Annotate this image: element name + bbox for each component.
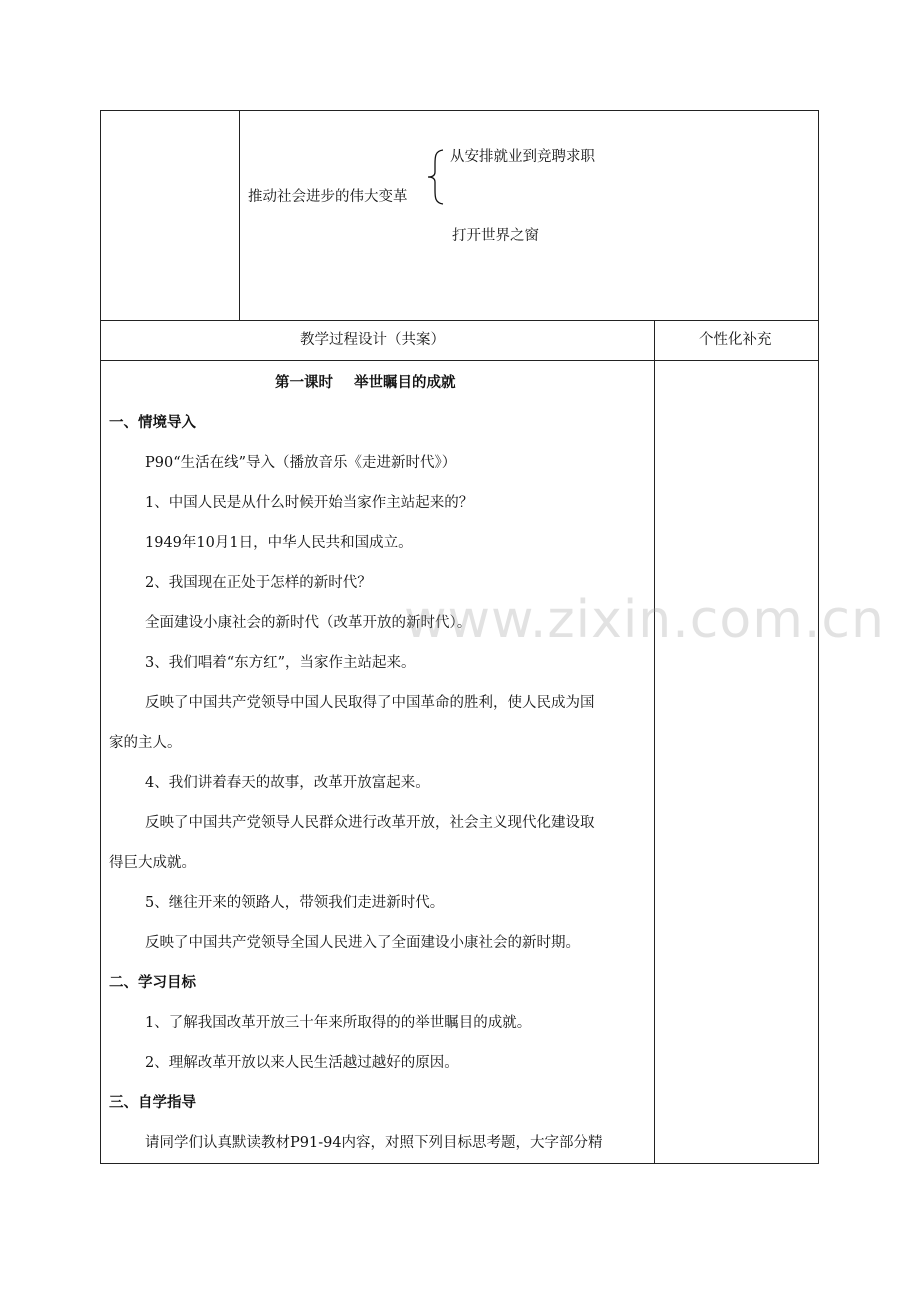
row-divider-2 [100,360,819,361]
side-column-header: 个性化补充 [699,332,772,348]
question-3: 3、我们唱着“东方红”，当家作主站起来。 [145,655,416,671]
section-heading-2: 二、学习目标 [109,975,196,991]
curly-brace-icon [425,148,447,206]
question-5: 5、继往开来的领路人，带领我们走进新时代。 [145,895,445,911]
row-divider-1 [100,320,819,321]
section-heading-3: 三、自学指导 [109,1095,196,1111]
main-column-header: 教学过程设计（共案） [300,332,445,348]
lesson-title: 第一课时 举世瞩目的成就 [275,375,456,391]
goal-1: 1、了解我国改革开放三十年来所取得的的举世瞩目的成就。 [145,1015,532,1031]
question-2: 2、我国现在正处于怎样的新时代？ [145,575,372,591]
answer-4-line-2: 得巨大成就。 [109,855,196,871]
answer-4-line-1: 反映了中国共产党领导人民群众进行改革开放，社会主义现代化建设取 [145,815,595,831]
branch-item-2: 打开世界之窗 [452,228,539,244]
answer-3-line-1: 反映了中国共产党领导中国人民取得了中国革命的胜利，使人民成为国 [145,695,595,711]
side-column-divider [654,320,655,1164]
guide-line: 请同学们认真默读教材P91-94内容，对照下列目标思考题，大字部分精 [145,1135,603,1151]
answer-1: 1949年10月1日，中华人民共和国成立。 [145,535,413,551]
section-heading-1: 一、情境导入 [109,415,196,431]
answer-3-line-2: 家的主人。 [109,735,182,751]
goal-2: 2、理解改革开放以来人民生活越过越好的原因。 [145,1055,459,1071]
question-1: 1、中国人民是从什么时候开始当家作主站起来的？ [145,495,474,511]
answer-2: 全面建设小康社会的新时代（改革开放的新时代）。 [145,615,472,631]
question-4: 4、我们讲着春天的故事，改革开放富起来。 [145,775,430,791]
branch-item-1: 从安排就业到竞聘求职 [450,149,595,165]
top-left-column-divider [239,110,240,320]
left-item: 推动社会进步的伟大变革 [248,189,408,205]
watermark: www.zixin.com.cn [404,590,885,650]
intro-line: P90“生活在线”导入（播放音乐《走进新时代》） [145,455,457,471]
answer-5: 反映了中国共产党领导全国人民进入了全面建设小康社会的新时期。 [145,935,580,951]
